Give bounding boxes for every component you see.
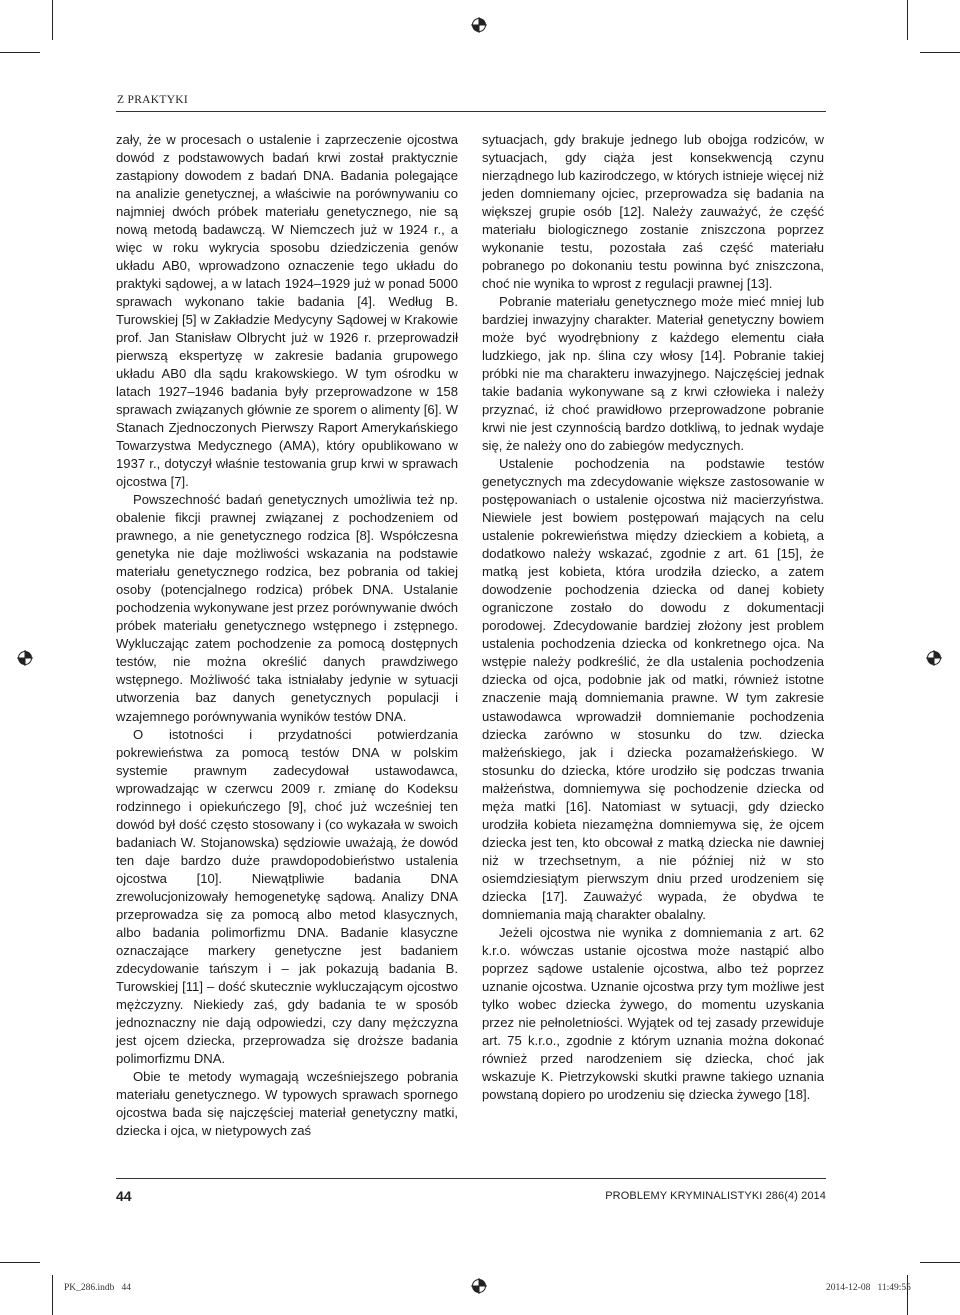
crop-mark bbox=[0, 1262, 40, 1263]
paragraph: Obie te metody wymagają wcześniejszego pobrania materiału genetycznego. W typowych sprawach spornego ojcostwa bada się najczęściej materiał genetyczny matki, dziecka i ojca, w nietypowych zaś bbox=[116, 1068, 458, 1138]
crop-mark bbox=[0, 52, 40, 53]
paragraph: Pobranie materiału genetycznego może mieć mniej lub bardziej inwazyjny charakter. Materiał genetyczny bowiem może być wyodrębniony z każdego elementu ciała ludzkiego, jak np. ślina czy włosy [14]. Pobranie takiej próbki nie ma charakteru inwazyjnego. Najczęściej jednak takie badania wykonywane są z krwi człowieka i należy przyznać, iż choć prawidłowo przeprowadzone pobranie krwi nie jest czynnością bardzo dotkliwą, to jednak wydaje się, że należy ono do zabiegów medycznych. bbox=[482, 294, 824, 454]
crop-mark bbox=[907, 0, 908, 40]
crop-mark bbox=[907, 1275, 908, 1315]
paragraph: Powszechność badań genetycznych umożliwia też np. obalenie fikcji prawnej związanej z pochodzeniem od prawnego, a nie genetycznego rodzica [8]. Współczesna genetyka nie daje możliwości wskazania na podstawie materiału genetycznego rodzica, bez pobrania od takiej osoby (potencjalnego rodzica) próbek DNA. Ustalanie pochodzenia wykonywane jest przez porównywanie dwóch próbek materiału genetycznego wstępnego i zstępnego. Wykluczając zatem pochodzenie za pomocą dostępnych testów, nie można określić danych prawdziwego wstępnego. Możliwość taka istniałaby jedynie w sytuacji utworzenia baz danych genetycznych populacji i wzajemnego porównywania wyników testów DNA. bbox=[116, 492, 458, 724]
crop-mark bbox=[52, 1275, 53, 1315]
page-number: 44 bbox=[116, 1188, 132, 1204]
paragraph: zały, że w procesach o ustalenie i zaprzeczenie ojcostwa dowód z podstawowych badań krwi został praktycznie zastąpiony dowodem z badań DNA. Badania polegające na analizie genetycznej, a właściwie na porównywaniu co najmniej dwóch próbek materiału genetycznego, nie są nową metodą badawczą. W Niemczech już w 1924 r., a więc w roku wykrycia sposobu dziedziczenia genów układu AB0, wprowadzono oznaczenie tego układu do praktyki sądowej, a w latach 1924–1929 już w ponad 5000 sprawach wykonano takie badania [4]. Według B. Turowskiej [5] w Zakładzie Medycyny Sądowej w Krakowie prof. Jan Stanisław Olbrycht już w 1926 r. przeprowadził pierwszą ekspertyzę w zakresie badania grupowego układu AB0 dla sądu krakowskiego. W tym ośrodku w latach 1927–1946 badania były przeprowadzone w 158 sprawach związanych głównie ze sporem o alimenty [6]. W Stanach Zjednoczonych Pierwszy Raport Amerykańskiego Towarzystwa Medycznego (AMA), który opublikowano w 1937 r., dotyczył właśnie testowania grup krwi w sprawach ojcostwa [7]. bbox=[116, 132, 458, 490]
header-rule bbox=[116, 111, 826, 112]
registration-mark-icon bbox=[17, 650, 33, 666]
registration-mark-icon bbox=[471, 17, 487, 33]
crop-mark bbox=[920, 52, 960, 53]
registration-mark-icon bbox=[471, 1278, 487, 1294]
slug-file: PK_286.indb 44 bbox=[64, 1283, 132, 1293]
footer-rule bbox=[116, 1178, 826, 1179]
left-column bbox=[116, 131, 458, 1140]
paragraph: Jeżeli ojcostwa nie wynika z domniemania z art. 62 k.r.o. wówczas ustanie ojcostwa może nastąpić albo poprzez sądowe ustalenie ojcostwa, albo też poprzez uznanie ojcostwa. Uznanie ojcostwa przy tym możliwe jest tylko wobec dziecka żywego, do momentu uzyskania przez nie pełnoletniości. Wyjątek od tej zasady przewiduje art. 75 k.r.o., zgodnie z którym uznania można dokonać również przed narodzeniem się dziecka, choć jak wskazuje K. Pietrzykowski skutki prawne takiego uznania powstaną dopiero po urodzeniu się dziecka żywego [18]. bbox=[482, 924, 824, 1102]
crop-mark bbox=[52, 0, 53, 40]
registration-mark-icon bbox=[926, 650, 942, 666]
paragraph: sytuacjach, gdy brakuje jednego lub obojga rodziców, w sytuacjach, gdy ciąża jest konsekwencją czynu nierządnego lub kazirodczego, w których istnieje więcej niż jeden domniemany ojciec, przeprowadza się badania na większej grupie osób [12]. Należy zauważyć, że część materiału biologicznego zostanie zniszczona poprzez wykonanie testu, pozostała zaś część materiału pobranego po dokonaniu testu powinna być zniszczona, choć nie wynika to wprost z regulacji prawnej [13]. bbox=[482, 132, 824, 292]
slug-timestamp: 2014-12-08 11:49:55 bbox=[826, 1283, 911, 1293]
crop-mark bbox=[920, 1262, 960, 1263]
right-column bbox=[482, 131, 824, 1104]
section-header: Z PRAKTYKI bbox=[117, 94, 189, 106]
journal-title: PROBLEMY KRYMINALISTYKI 286(4) 2014 bbox=[605, 1190, 826, 1202]
paragraph: Ustalenie pochodzenia na podstawie testów genetycznych ma zdecydowanie większe zastosowanie w postępowaniach o ustalenie ojcostwa niż macierzyństwa. Niewiele jest bowiem postępowań mających na celu ustalenie pokrewieństwa między dzieckiem a kobietą, a dodatkowo należy wskazać, zgodnie z art. 61 [15], że matką jest kobieta, która urodziła dziecko, a zatem dowodzenie pochodzenia dziecka od danej kobiety ograniczone zostało do dowodu z dokumentacji porodowej. Zdecydowanie bardziej złożony jest problem ustalenia pochodzenia dziecka od konkretnego ojca. Na wstępie należy podkreślić, że dla ustalenia pochodzenia dziecka od ojca, podobnie jak od matki, również istotne znaczenie mają domniemania prawne. W tym zakresie ustawodawca wprowadził domniemanie pochodzenia dziecka zarówno w stosunku do tzw. dziecka małżeńskiego, jak i dziecka pozamałżeńskiego. W stosunku do dziecka, które urodziło się podczas trwania małżeństwa, domniemywa się pochodzenie dziecka od męża matki [16]. Natomiast w sytuacji, gdy dziecko urodziła kobieta niezamężna domniemywa się, że ojcem dziecka jest ten, kto obcował z matką dziecka nie dawniej niż w trzechsetnym, a nie później niż w sto osiemdziesiątym pierwszym dniu przed urodzeniem się dziecka [17]. Zauważyć wypada, że obydwa te domniemania mają charakter obalalny. bbox=[482, 456, 824, 922]
paragraph: O istotności i przydatności potwierdzania pokrewieństwa za pomocą testów DNA w polskim systemie prawnym zadecydował ustawodawca, wprowadzając w czerwcu 2009 r. zmianę do Kodeksu rodzinnego i opiekuńczego [9], choć już wcześniej ten dowód był dość często stosowany i (co wykazała w swoich badaniach W. Stojanowska) sędziowie uważają, że dowód ten daje bardzo duże prawdopodobieństwo ustalenia ojcostwa [10]. Niewątpliwie badania DNA zrewolucjonizowały hemogenetykę sądową. Analizy DNA przeprowadza się za pomocą albo metod klasycznych, albo badania polimorfizmu DNA. Badanie klasyczne oznaczające markery genetyczne jest badaniem zdecydowanie tańszym i – jak pokazują badania B. Turowskiej [11] – dość skutecznie wykluczającym ojcostwo mężczyzny. Niekiedy zaś, gdy badania te w sposób jednoznaczny nie dają odpowiedzi, czy dany mężczyzna jest ojcem dziecka, przeprowadza się droższe badania polimorfizmu DNA. bbox=[116, 726, 458, 1066]
